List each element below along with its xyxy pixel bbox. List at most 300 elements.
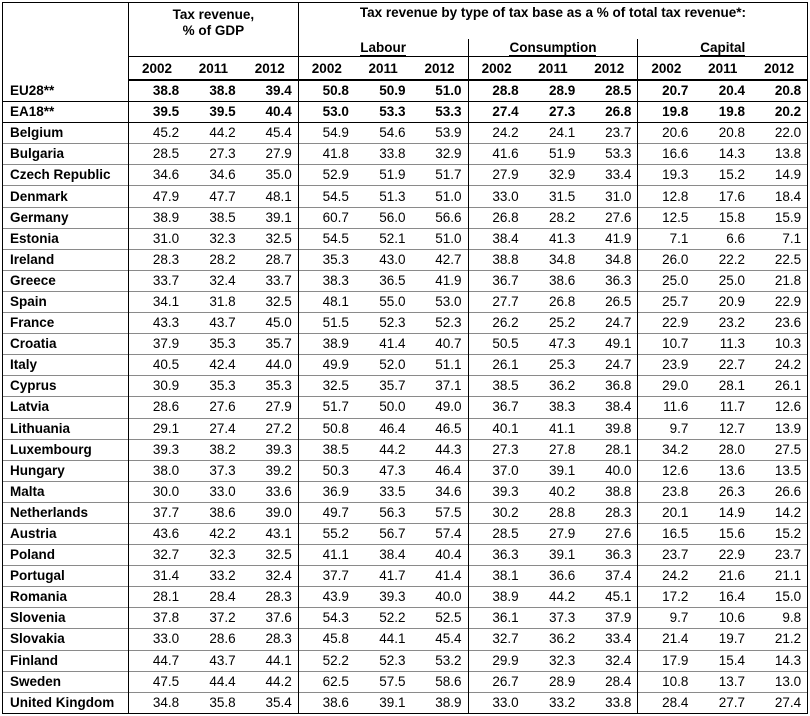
value-cell: 36.9 xyxy=(298,481,355,502)
value-cell: 53.0 xyxy=(298,102,355,123)
value-cell: 50.5 xyxy=(468,334,525,355)
value-cell: 28.9 xyxy=(548,83,576,99)
tax-revenue-table xyxy=(2,2,808,714)
value-cell: 28.2 xyxy=(525,207,582,228)
country-name: Bulgaria xyxy=(3,144,129,165)
table-row xyxy=(3,629,808,650)
value-cell: 28.8 xyxy=(525,502,582,523)
value-cell: 37.7 xyxy=(129,502,186,523)
value-cell: 23.6 xyxy=(751,313,808,334)
table-row xyxy=(3,418,808,439)
value-cell: 33.4 xyxy=(581,165,638,186)
value-cell: 14.3 xyxy=(694,144,751,165)
value-cell: 43.3 xyxy=(129,313,186,334)
group-labour: Labour xyxy=(298,39,468,57)
value-cell: 36.2 xyxy=(525,629,582,650)
value-cell: 26.2 xyxy=(468,313,525,334)
value-cell: 51.9 xyxy=(355,165,412,186)
value-cell: 22.9 xyxy=(638,313,695,334)
value-cell: 33.0 xyxy=(185,481,242,502)
value-cell: 33.0 xyxy=(468,186,525,207)
value-cell: 33.0 xyxy=(468,692,525,713)
country-name: Estonia xyxy=(3,228,129,249)
value-cell: 27.4 xyxy=(751,692,808,713)
table-row xyxy=(3,228,808,249)
value-cell: 39.0 xyxy=(242,502,299,523)
value-cell: 26.5 xyxy=(581,291,638,312)
value-cell: 32.4 xyxy=(185,270,242,291)
value-cell: 41.6 xyxy=(468,144,525,165)
table-row xyxy=(3,186,808,207)
value-cell: 44.2 xyxy=(185,123,242,144)
value-cell: 27.6 xyxy=(185,397,242,418)
table-row xyxy=(3,334,808,355)
value-cell: 54.5 xyxy=(298,228,355,249)
value-cell: 36.1 xyxy=(468,608,525,629)
value-cell: 28.3 xyxy=(242,629,299,650)
value-cell: 56.3 xyxy=(355,502,412,523)
country-name: EU28** xyxy=(3,80,129,102)
value-cell: 23.7 xyxy=(638,545,695,566)
share-header: Tax revenue by type of tax base as a % of total tax revenue*: xyxy=(298,3,807,40)
value-cell: 52.9 xyxy=(298,165,355,186)
value-cell: 10.8 xyxy=(638,671,695,692)
country-name: Belgium xyxy=(3,123,129,144)
value-cell: 41.4 xyxy=(411,566,468,587)
value-cell: 40.4 xyxy=(411,545,468,566)
value-cell: 20.8 xyxy=(751,80,808,102)
table-row xyxy=(3,692,808,713)
value-cell: 49.9 xyxy=(298,355,355,376)
value-cell: 27.2 xyxy=(242,418,299,439)
value-cell: 14.3 xyxy=(751,650,808,671)
value-cell: 35.3 xyxy=(242,376,299,397)
value-cell: 49.1 xyxy=(581,334,638,355)
value-cell: 7.1 xyxy=(638,228,695,249)
value-cell: 26.8 xyxy=(525,291,582,312)
value-cell: 41.7 xyxy=(355,566,412,587)
value-cell: 17.2 xyxy=(638,587,695,608)
value-cell: 32.5 xyxy=(242,545,299,566)
value-cell: 15.2 xyxy=(751,523,808,544)
value-cell: 37.3 xyxy=(185,460,242,481)
value-cell: 19.8 xyxy=(638,102,695,123)
value-cell: 54.3 xyxy=(298,608,355,629)
value-cell: 45.8 xyxy=(298,629,355,650)
value-cell: 17.9 xyxy=(638,650,695,671)
value-cell: 43.1 xyxy=(242,523,299,544)
value-cell: 27.7 xyxy=(694,692,751,713)
value-cell: 33.2 xyxy=(525,692,582,713)
year-labour-2012: 2012 xyxy=(411,57,468,81)
value-cell: 30.2 xyxy=(468,502,525,523)
value-cell: 15.6 xyxy=(694,523,751,544)
value-cell: 35.7 xyxy=(355,376,412,397)
value-cell: 26.8 xyxy=(581,102,638,123)
value-cell: 33.7 xyxy=(129,270,186,291)
gdp-title-line2: % of GDP xyxy=(182,23,245,38)
country-name: France xyxy=(3,313,129,334)
value-cell: 40.0 xyxy=(581,460,638,481)
value-cell: 33.8 xyxy=(581,692,638,713)
value-cell: 13.7 xyxy=(694,671,751,692)
value-cell: 9.7 xyxy=(638,418,695,439)
value-cell: 37.9 xyxy=(581,608,638,629)
value-cell: 42.7 xyxy=(411,249,468,270)
value-cell: 55.0 xyxy=(355,291,412,312)
country-name: Czech Republic xyxy=(3,165,129,186)
value-cell: 40.0 xyxy=(411,587,468,608)
table-row xyxy=(3,144,808,165)
value-cell: 37.9 xyxy=(129,334,186,355)
value-cell: 28.9 xyxy=(525,671,582,692)
table-row xyxy=(3,355,808,376)
value-cell: 39.1 xyxy=(242,207,299,228)
value-cell: 50.8 xyxy=(298,418,355,439)
value-cell: 14.9 xyxy=(694,502,751,523)
value-cell: 37.2 xyxy=(185,608,242,629)
value-cell: 38.6 xyxy=(525,270,582,291)
value-cell: 34.8 xyxy=(581,249,638,270)
value-cell: 15.0 xyxy=(751,587,808,608)
value-cell: 10.6 xyxy=(694,608,751,629)
country-name: Germany xyxy=(3,207,129,228)
value-cell: 28.0 xyxy=(694,439,751,460)
value-cell: 44.0 xyxy=(242,355,299,376)
value-cell: 35.3 xyxy=(298,249,355,270)
value-cell: 26.3 xyxy=(694,481,751,502)
value-cell: 12.6 xyxy=(751,397,808,418)
value-cell: 47.3 xyxy=(525,334,582,355)
value-cell: 15.8 xyxy=(694,207,751,228)
country-name: Finland xyxy=(3,650,129,671)
value-cell: 52.1 xyxy=(355,228,412,249)
value-cell: 51.7 xyxy=(298,397,355,418)
value-cell: 13.8 xyxy=(751,144,808,165)
value-cell: 38.5 xyxy=(468,376,525,397)
value-cell: 46.4 xyxy=(411,460,468,481)
table-body xyxy=(3,80,808,713)
table-row xyxy=(3,397,808,418)
value-cell: 62.5 xyxy=(298,671,355,692)
value-cell: 28.2 xyxy=(185,249,242,270)
value-cell: 15.9 xyxy=(751,207,808,228)
value-cell: 37.0 xyxy=(468,460,525,481)
value-cell: 23.7 xyxy=(581,123,638,144)
value-cell: 38.9 xyxy=(129,207,186,228)
value-cell: 51.7 xyxy=(411,165,468,186)
value-cell: 32.7 xyxy=(129,545,186,566)
value-cell: 11.7 xyxy=(694,397,751,418)
value-cell: 53.2 xyxy=(411,650,468,671)
value-cell: 24.7 xyxy=(581,313,638,334)
value-cell: 9.7 xyxy=(638,608,695,629)
value-cell: 22.9 xyxy=(694,545,751,566)
value-cell: 32.5 xyxy=(242,228,299,249)
value-cell: 12.6 xyxy=(638,460,695,481)
value-cell: 25.2 xyxy=(525,313,582,334)
value-cell: 38.8 xyxy=(209,83,236,99)
value-cell: 36.3 xyxy=(468,545,525,566)
value-cell: 31.8 xyxy=(185,291,242,312)
value-cell: 39.5 xyxy=(129,102,186,123)
year-labour-2002: 2002 xyxy=(298,57,355,81)
value-cell: 42.2 xyxy=(185,523,242,544)
value-cell: 34.6 xyxy=(185,165,242,186)
value-cell: 45.4 xyxy=(411,629,468,650)
value-cell: 51.0 xyxy=(411,228,468,249)
value-cell: 57.4 xyxy=(411,523,468,544)
value-cell: 24.2 xyxy=(751,355,808,376)
value-cell: 18.4 xyxy=(751,186,808,207)
year-capital-2012: 2012 xyxy=(751,57,808,81)
value-cell: 38.2 xyxy=(185,439,242,460)
value-cell: 29.0 xyxy=(638,376,695,397)
value-cell: 38.8 xyxy=(468,249,525,270)
value-cell: 13.0 xyxy=(751,671,808,692)
value-cell: 24.1 xyxy=(525,123,582,144)
value-cell: 50.8 xyxy=(322,83,349,99)
value-cell: 52.5 xyxy=(411,608,468,629)
country-name: Portugal xyxy=(3,566,129,587)
value-cell: 33.2 xyxy=(185,566,242,587)
country-name: Cyprus xyxy=(3,376,129,397)
value-cell: 21.2 xyxy=(751,629,808,650)
value-cell: 38.3 xyxy=(525,397,582,418)
value-cell: 27.7 xyxy=(468,291,525,312)
value-cell: 41.1 xyxy=(525,418,582,439)
value-cell: 52.2 xyxy=(298,650,355,671)
value-cell: 57.5 xyxy=(355,671,412,692)
value-cell: 27.3 xyxy=(185,144,242,165)
value-cell: 29.1 xyxy=(129,418,186,439)
value-cell: 41.1 xyxy=(298,545,355,566)
value-cell: 27.6 xyxy=(581,207,638,228)
value-cell: 28.4 xyxy=(185,587,242,608)
year-gdp-2011: 2011 xyxy=(185,57,242,81)
value-cell: 38.9 xyxy=(298,334,355,355)
value-cell: 44.1 xyxy=(242,650,299,671)
value-cell: 54.5 xyxy=(298,186,355,207)
country-name: Luxembourg xyxy=(3,439,129,460)
value-cell: 54.9 xyxy=(298,123,355,144)
value-cell: 9.8 xyxy=(751,608,808,629)
table-row xyxy=(3,291,808,312)
value-cell: 38.6 xyxy=(298,692,355,713)
value-cell: 53.3 xyxy=(581,144,638,165)
country-name: Hungary xyxy=(3,460,129,481)
value-cell: 38.3 xyxy=(298,270,355,291)
value-cell: 52.2 xyxy=(355,608,412,629)
country-name: Slovakia xyxy=(3,629,129,650)
table-row xyxy=(3,249,808,270)
value-cell: 24.2 xyxy=(468,123,525,144)
value-cell: 39.8 xyxy=(581,418,638,439)
value-cell: 36.7 xyxy=(468,270,525,291)
value-cell: 43.7 xyxy=(185,313,242,334)
value-cell: 31.0 xyxy=(581,186,638,207)
value-cell: 34.6 xyxy=(129,165,186,186)
value-cell: 40.7 xyxy=(411,334,468,355)
value-cell: 19.8 xyxy=(694,102,751,123)
value-cell: 55.2 xyxy=(298,523,355,544)
value-cell: 31.0 xyxy=(129,228,186,249)
value-cell: 39.5 xyxy=(185,102,242,123)
table-row xyxy=(3,502,808,523)
value-cell: 20.9 xyxy=(694,291,751,312)
value-cell: 38.1 xyxy=(468,566,525,587)
country-name: Netherlands xyxy=(3,502,129,523)
value-cell: 15.4 xyxy=(694,650,751,671)
value-cell: 20.1 xyxy=(638,502,695,523)
value-cell: 27.9 xyxy=(242,397,299,418)
value-cell: 32.9 xyxy=(525,165,582,186)
value-cell: 22.9 xyxy=(751,291,808,312)
country-name: EA18** xyxy=(3,102,129,123)
value-cell: 51.9 xyxy=(525,144,582,165)
value-cell: 48.1 xyxy=(298,291,355,312)
value-cell: 28.1 xyxy=(581,439,638,460)
value-cell: 24.2 xyxy=(638,566,695,587)
value-cell: 39.1 xyxy=(525,545,582,566)
country-name: Latvia xyxy=(3,397,129,418)
value-cell: 19.3 xyxy=(638,165,695,186)
value-cell: 52.3 xyxy=(411,313,468,334)
value-cell: 41.8 xyxy=(298,144,355,165)
value-cell: 28.3 xyxy=(129,249,186,270)
value-cell: 28.7 xyxy=(242,249,299,270)
value-cell: 51.0 xyxy=(411,80,468,102)
year-consumption-2011: 2011 xyxy=(525,57,582,81)
value-cell: 38.8 xyxy=(581,481,638,502)
value-cell: 44.3 xyxy=(411,439,468,460)
value-cell: 44.4 xyxy=(185,671,242,692)
table-row xyxy=(3,270,808,291)
value-cell: 28.3 xyxy=(581,502,638,523)
value-cell: 51.3 xyxy=(355,186,412,207)
value-cell: 27.9 xyxy=(242,144,299,165)
value-cell: 23.2 xyxy=(694,313,751,334)
value-cell: 27.4 xyxy=(185,418,242,439)
value-cell: 26.8 xyxy=(468,207,525,228)
value-cell: 7.1 xyxy=(751,228,808,249)
value-cell: 26.1 xyxy=(468,355,525,376)
value-cell: 28.6 xyxy=(129,397,186,418)
table-row xyxy=(3,671,808,692)
value-cell: 44.2 xyxy=(525,587,582,608)
value-cell: 28.6 xyxy=(185,629,242,650)
value-cell: 38.4 xyxy=(355,545,412,566)
value-cell: 38.4 xyxy=(468,228,525,249)
value-cell: 35.3 xyxy=(185,376,242,397)
table-row xyxy=(3,313,808,334)
value-cell: 20.6 xyxy=(638,123,695,144)
value-cell: 26.6 xyxy=(751,481,808,502)
value-cell: 19.7 xyxy=(694,629,751,650)
value-cell: 26.7 xyxy=(468,671,525,692)
value-cell: 31.5 xyxy=(525,186,582,207)
value-cell: 22.0 xyxy=(751,123,808,144)
value-cell: 15.2 xyxy=(694,165,751,186)
value-cell: 46.5 xyxy=(411,418,468,439)
country-name: Croatia xyxy=(3,334,129,355)
value-cell: 28.5 xyxy=(581,80,638,102)
value-cell: 26.0 xyxy=(638,249,695,270)
value-cell: 38.5 xyxy=(298,439,355,460)
value-cell: 11.3 xyxy=(694,334,751,355)
value-cell: 39.3 xyxy=(242,439,299,460)
value-cell: 53.9 xyxy=(411,123,468,144)
value-cell: 28.3 xyxy=(242,587,299,608)
value-cell: 27.9 xyxy=(468,165,525,186)
value-cell: 36.8 xyxy=(581,376,638,397)
value-cell: 51.0 xyxy=(411,186,468,207)
value-cell: 25.0 xyxy=(638,270,695,291)
value-cell: 13.6 xyxy=(694,460,751,481)
value-cell: 16.6 xyxy=(638,144,695,165)
country-name: Austria xyxy=(3,523,129,544)
value-cell: 27.3 xyxy=(525,102,582,123)
table-row xyxy=(3,608,808,629)
value-cell: 47.9 xyxy=(129,186,186,207)
value-cell: 22.2 xyxy=(694,249,751,270)
country-name: United Kingdom xyxy=(3,692,129,713)
gdp-title-line1: Tax revenue, xyxy=(172,7,255,22)
value-cell: 50.3 xyxy=(298,460,355,481)
value-cell: 38.0 xyxy=(129,460,186,481)
value-cell: 37.1 xyxy=(411,376,468,397)
value-cell: 34.8 xyxy=(525,249,582,270)
value-cell: 20.7 xyxy=(662,83,689,99)
gdp-header xyxy=(129,3,299,57)
value-cell: 40.5 xyxy=(129,355,186,376)
country-name: Ireland xyxy=(3,249,129,270)
value-cell: 11.6 xyxy=(638,397,695,418)
value-cell: 23.8 xyxy=(638,481,695,502)
year-capital-2011: 2011 xyxy=(694,57,751,81)
country-name: Denmark xyxy=(3,186,129,207)
table-row xyxy=(3,481,808,502)
value-cell: 30.0 xyxy=(129,481,186,502)
value-cell: 22.7 xyxy=(694,355,751,376)
table-row xyxy=(3,460,808,481)
value-cell: 43.0 xyxy=(355,249,412,270)
value-cell: 28.4 xyxy=(638,692,695,713)
table-row xyxy=(3,587,808,608)
table-row xyxy=(3,523,808,544)
value-cell: 22.5 xyxy=(751,249,808,270)
value-cell: 37.3 xyxy=(525,608,582,629)
country-name: Spain xyxy=(3,291,129,312)
value-cell: 36.2 xyxy=(525,376,582,397)
value-cell: 27.6 xyxy=(581,523,638,544)
value-cell: 16.5 xyxy=(638,523,695,544)
value-cell: 29.9 xyxy=(468,650,525,671)
value-cell: 20.4 xyxy=(718,83,746,99)
value-cell: 28.1 xyxy=(694,376,751,397)
value-cell: 32.4 xyxy=(581,650,638,671)
value-cell: 44.2 xyxy=(355,439,412,460)
aggregate-row xyxy=(3,80,808,102)
value-cell: 31.4 xyxy=(129,566,186,587)
table-row xyxy=(3,650,808,671)
year-consumption-2012: 2012 xyxy=(581,57,638,81)
value-cell: 40.1 xyxy=(468,418,525,439)
value-cell: 12.8 xyxy=(638,186,695,207)
value-cell: 36.7 xyxy=(468,397,525,418)
value-cell: 45.4 xyxy=(242,123,299,144)
value-cell: 37.4 xyxy=(581,566,638,587)
